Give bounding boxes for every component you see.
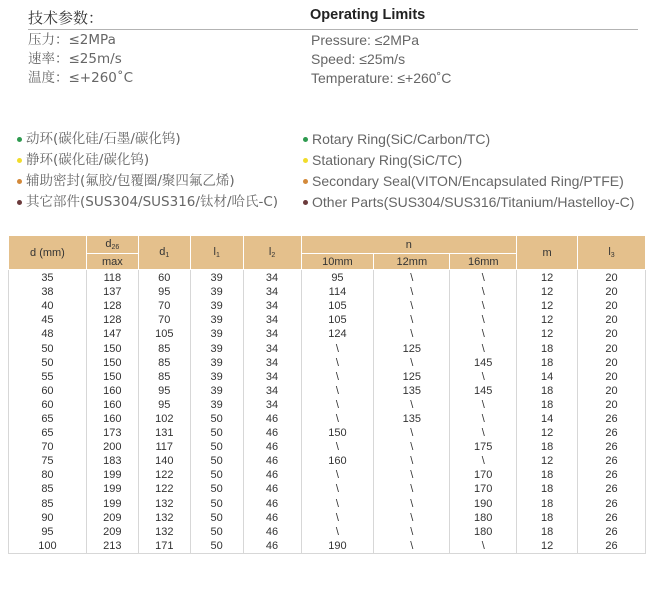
table-cell: 150: [301, 426, 374, 440]
table-cell: 85: [138, 341, 190, 355]
table-cell: \: [450, 370, 517, 384]
table-cell: 39: [190, 398, 243, 412]
material-label: 动环(碳化硅/石墨/碳化钨): [26, 131, 181, 147]
col-header-d1: [138, 236, 190, 270]
table-cell: 20: [578, 370, 646, 384]
table-cell: \: [450, 341, 517, 355]
table-cell: 12: [517, 426, 578, 440]
table-cell: \: [450, 398, 517, 412]
col-header-l2: [243, 236, 301, 270]
table-cell: \: [450, 299, 517, 313]
table-cell: 95: [9, 525, 87, 539]
dimension-table: [8, 235, 646, 554]
table-cell: 20: [578, 285, 646, 299]
table-cell: 46: [243, 497, 301, 511]
table-row: [9, 313, 646, 327]
table-cell: 20: [578, 384, 646, 398]
table-cell: 60: [138, 270, 190, 286]
table-cell: 171: [138, 539, 190, 554]
table-cell: 34: [243, 285, 301, 299]
table-cell: 150: [86, 341, 138, 355]
table-cell: 39: [190, 370, 243, 384]
table-cell: 50: [190, 511, 243, 525]
table-cell: \: [374, 426, 450, 440]
table-cell: 175: [450, 440, 517, 454]
bullet-dot-icon: [17, 179, 22, 184]
table-cell: 18: [517, 468, 578, 482]
table-cell: \: [374, 327, 450, 341]
table-cell: 125: [374, 370, 450, 384]
table-cell: 50: [190, 525, 243, 539]
d26-sub: 26: [111, 244, 120, 251]
table-cell: 34: [243, 370, 301, 384]
table-cell: 199: [86, 468, 138, 482]
table-cell: 90: [9, 511, 87, 525]
table-cell: 26: [578, 525, 646, 539]
table-cell: 50: [190, 468, 243, 482]
table-cell: 50: [9, 356, 87, 370]
material-label: 静环(碳化硅/碳化钨): [26, 152, 150, 168]
table-cell: \: [374, 525, 450, 539]
table-cell: 39: [190, 341, 243, 355]
table-cell: 145: [450, 356, 517, 370]
table-cell: 12: [517, 539, 578, 554]
table-cell: 18: [517, 440, 578, 454]
table-cell: 50: [190, 482, 243, 496]
table-cell: 39: [190, 313, 243, 327]
l2-sub: 2: [271, 252, 276, 259]
table-cell: 39: [190, 327, 243, 341]
table-cell: 209: [86, 511, 138, 525]
table-cell: 39: [190, 356, 243, 370]
table-cell: 199: [86, 482, 138, 496]
table-cell: \: [450, 426, 517, 440]
materials-list-en: [303, 129, 634, 213]
table-cell: 46: [243, 412, 301, 426]
bullet-dot-icon: [303, 200, 308, 205]
table-cell: 60: [9, 398, 87, 412]
table-cell: 105: [301, 313, 374, 327]
table-cell: 34: [243, 341, 301, 355]
table-cell: 199: [86, 497, 138, 511]
material-label: Rotary Ring(SiC/Carbon/TC): [312, 131, 491, 147]
table-cell: 122: [138, 468, 190, 482]
table-row: [9, 370, 646, 384]
limits-title-cn: 技术参数：: [28, 9, 104, 27]
table-cell: \: [450, 327, 517, 341]
table-cell: 65: [9, 426, 87, 440]
table-cell: 200: [86, 440, 138, 454]
table-cell: 132: [138, 525, 190, 539]
material-item: [17, 192, 278, 213]
table-cell: 114: [301, 285, 374, 299]
material-item: [17, 129, 278, 150]
table-cell: 45: [9, 313, 87, 327]
table-cell: 26: [578, 412, 646, 426]
table-cell: 50: [190, 412, 243, 426]
table-cell: 213: [86, 539, 138, 554]
table-row: [9, 327, 646, 341]
table-cell: \: [374, 313, 450, 327]
table-cell: 20: [578, 299, 646, 313]
table-cell: 50: [190, 426, 243, 440]
table-cell: 26: [578, 511, 646, 525]
table-cell: 50: [190, 440, 243, 454]
table-row: [9, 426, 646, 440]
col-header-m: m: [517, 236, 578, 270]
table-cell: 105: [301, 299, 374, 313]
table-cell: 34: [243, 270, 301, 286]
table-cell: 160: [86, 384, 138, 398]
table-cell: \: [301, 412, 374, 426]
table-cell: \: [374, 299, 450, 313]
limit-pressure-en: Pressure: ≤2MPa: [311, 32, 420, 48]
table-cell: 34: [243, 398, 301, 412]
bullet-dot-icon: [17, 200, 22, 205]
table-row: [9, 341, 646, 355]
table-cell: 160: [86, 398, 138, 412]
table-cell: 26: [578, 454, 646, 468]
limits-list-en: [311, 31, 451, 88]
table-cell: 75: [9, 454, 87, 468]
table-cell: \: [301, 525, 374, 539]
table-cell: 160: [86, 412, 138, 426]
table-cell: 173: [86, 426, 138, 440]
table-row: [9, 440, 646, 454]
table-cell: 150: [86, 356, 138, 370]
table-cell: 12: [517, 454, 578, 468]
table-cell: 18: [517, 356, 578, 370]
table-cell: 34: [243, 313, 301, 327]
table-cell: \: [301, 370, 374, 384]
table-cell: 80: [9, 468, 87, 482]
table-cell: 128: [86, 313, 138, 327]
table-cell: 70: [138, 299, 190, 313]
table-row: [9, 299, 646, 313]
table-cell: 147: [86, 327, 138, 341]
table-cell: 26: [578, 426, 646, 440]
table-cell: 95: [138, 398, 190, 412]
table-cell: 135: [374, 384, 450, 398]
table-cell: 50: [9, 341, 87, 355]
table-row: [9, 497, 646, 511]
table-cell: 105: [138, 327, 190, 341]
bullet-dot-icon: [303, 137, 308, 142]
material-label: 辅助密封(氟胶/包覆圈/聚四氟乙烯): [26, 173, 235, 189]
table-cell: 95: [138, 384, 190, 398]
table-cell: 85: [138, 370, 190, 384]
table-cell: 95: [138, 285, 190, 299]
table-cell: 85: [9, 482, 87, 496]
material-item: [17, 171, 278, 192]
l3-main: l: [608, 246, 611, 258]
d1-main: d: [159, 246, 166, 258]
table-cell: \: [374, 440, 450, 454]
col-header-l1: [190, 236, 243, 270]
table-cell: \: [450, 539, 517, 554]
table-cell: \: [374, 356, 450, 370]
limit-pressure-cn: 压力：≤2MPa: [28, 32, 116, 48]
bullet-dot-icon: [17, 137, 22, 142]
table-cell: 34: [243, 356, 301, 370]
table-cell: 18: [517, 398, 578, 412]
table-cell: 12: [517, 299, 578, 313]
table-row: [9, 285, 646, 299]
table-cell: 132: [138, 497, 190, 511]
table-row: [9, 454, 646, 468]
table-cell: 20: [578, 356, 646, 370]
table-cell: 34: [243, 327, 301, 341]
table-body: [9, 270, 646, 554]
limits-list-cn: [28, 31, 133, 88]
table-cell: 35: [9, 270, 87, 286]
table-cell: \: [374, 497, 450, 511]
table-cell: 26: [578, 497, 646, 511]
table-cell: \: [301, 356, 374, 370]
table-cell: 145: [450, 384, 517, 398]
table-cell: 18: [517, 482, 578, 496]
limit-speed-cn: 速率：≤25m/s: [28, 51, 122, 67]
materials-list-cn: [17, 129, 278, 213]
table-cell: 20: [578, 341, 646, 355]
table-cell: 46: [243, 482, 301, 496]
table-cell: 48: [9, 327, 87, 341]
table-row: [9, 412, 646, 426]
col-header-d26-max: max: [86, 254, 138, 270]
table-cell: 34: [243, 384, 301, 398]
table-cell: 18: [517, 341, 578, 355]
table-cell: 20: [578, 327, 646, 341]
table-cell: 18: [517, 497, 578, 511]
table-cell: 180: [450, 525, 517, 539]
table-cell: 131: [138, 426, 190, 440]
table-cell: \: [374, 539, 450, 554]
l2-main: l: [268, 246, 272, 258]
title-divider: [28, 29, 638, 30]
table-cell: 102: [138, 412, 190, 426]
limit-temperature-en: Temperature: ≤+260˚C: [311, 70, 452, 86]
bullet-dot-icon: [17, 158, 22, 163]
table-cell: 70: [138, 313, 190, 327]
table-cell: 14: [517, 370, 578, 384]
table-cell: \: [450, 454, 517, 468]
table-cell: 128: [86, 299, 138, 313]
table-cell: 26: [578, 539, 646, 554]
table-cell: 20: [578, 313, 646, 327]
table-cell: 132: [138, 511, 190, 525]
l1-sub: 1: [215, 252, 220, 259]
table-cell: \: [301, 398, 374, 412]
table-cell: 12: [517, 270, 578, 286]
table-cell: 95: [301, 270, 374, 286]
table-cell: \: [450, 412, 517, 426]
material-item: [17, 150, 278, 171]
table-cell: 46: [243, 426, 301, 440]
table-cell: 50: [190, 497, 243, 511]
table-row: [9, 468, 646, 482]
table-cell: 65: [9, 412, 87, 426]
table-cell: \: [450, 313, 517, 327]
col-header-d: d (mm): [9, 236, 87, 270]
table-cell: 170: [450, 468, 517, 482]
table-cell: 125: [374, 341, 450, 355]
table-cell: 135: [374, 412, 450, 426]
table-cell: 190: [301, 539, 374, 554]
table-cell: 39: [190, 270, 243, 286]
table-cell: 20: [578, 270, 646, 286]
table-cell: 12: [517, 327, 578, 341]
table-cell: \: [301, 511, 374, 525]
bullet-dot-icon: [303, 179, 308, 184]
table-cell: \: [450, 270, 517, 286]
table-cell: 190: [450, 497, 517, 511]
table-cell: 70: [9, 440, 87, 454]
table-cell: 60: [9, 384, 87, 398]
col-header-n-10: 10mm: [301, 254, 374, 270]
table-row: [9, 525, 646, 539]
table-row: [9, 511, 646, 525]
table-row: [9, 398, 646, 412]
table-cell: \: [301, 440, 374, 454]
col-header-n-12: 12mm: [374, 254, 450, 270]
table-cell: 170: [450, 482, 517, 496]
table-cell: 26: [578, 482, 646, 496]
table-row: [9, 270, 646, 286]
table-cell: 180: [450, 511, 517, 525]
material-item: [303, 150, 634, 171]
table-cell: 46: [243, 539, 301, 554]
table-cell: \: [374, 468, 450, 482]
col-header-l3: [578, 236, 646, 270]
table-cell: 34: [243, 299, 301, 313]
table-cell: 209: [86, 525, 138, 539]
table-cell: 18: [517, 525, 578, 539]
table-row: [9, 482, 646, 496]
col-header-n-16: 16mm: [450, 254, 517, 270]
material-item: [303, 129, 634, 150]
table-cell: 14: [517, 412, 578, 426]
table-cell: 100: [9, 539, 87, 554]
table-cell: \: [450, 285, 517, 299]
table-cell: \: [301, 482, 374, 496]
l1-main: l: [213, 246, 216, 258]
material-label: Secondary Seal(VITON/Encapsulated Ring/PTFE): [312, 173, 624, 189]
table-cell: \: [374, 511, 450, 525]
limit-temperature-cn: 温度：≤+260˚C: [28, 70, 134, 86]
l3-sub: 3: [610, 252, 615, 259]
table-cell: \: [374, 454, 450, 468]
table-cell: 137: [86, 285, 138, 299]
table-cell: 40: [9, 299, 87, 313]
material-label: 其它部件(SUS304/SUS316/钛材/哈氏-C): [26, 194, 279, 210]
limits-title-en: Operating Limits: [310, 7, 426, 23]
table-cell: 55: [9, 370, 87, 384]
material-item: [303, 171, 634, 192]
col-header-d26: [86, 236, 138, 254]
table-cell: \: [301, 341, 374, 355]
table-cell: 85: [9, 497, 87, 511]
table-cell: 39: [190, 299, 243, 313]
table-row: [9, 539, 646, 554]
material-item: [303, 192, 634, 213]
table-cell: \: [374, 270, 450, 286]
table-cell: 18: [517, 384, 578, 398]
table-row: [9, 384, 646, 398]
d1-sub: 1: [165, 252, 170, 259]
table-cell: 50: [190, 454, 243, 468]
table-cell: 39: [190, 384, 243, 398]
table-cell: 124: [301, 327, 374, 341]
material-label: Stationary Ring(SiC/TC): [312, 152, 463, 168]
table-cell: 39: [190, 285, 243, 299]
table-cell: \: [374, 398, 450, 412]
d26-main: d: [105, 238, 112, 250]
table-cell: 46: [243, 525, 301, 539]
table-cell: 85: [138, 356, 190, 370]
table-cell: 46: [243, 468, 301, 482]
table-cell: 140: [138, 454, 190, 468]
table-cell: 20: [578, 398, 646, 412]
table-cell: 46: [243, 454, 301, 468]
table-cell: 46: [243, 511, 301, 525]
col-header-n: n: [301, 236, 517, 254]
table-cell: 160: [301, 454, 374, 468]
table-cell: 26: [578, 440, 646, 454]
table-cell: \: [374, 482, 450, 496]
table-cell: 38: [9, 285, 87, 299]
limit-speed-en: Speed: ≤25m/s: [311, 51, 406, 67]
table-cell: 18: [517, 511, 578, 525]
table-cell: \: [301, 497, 374, 511]
table-cell: 50: [190, 539, 243, 554]
table-cell: 46: [243, 440, 301, 454]
table-cell: 118: [86, 270, 138, 286]
table-cell: 26: [578, 468, 646, 482]
table-cell: 150: [86, 370, 138, 384]
table-row: [9, 356, 646, 370]
table-cell: 117: [138, 440, 190, 454]
table-cell: 12: [517, 285, 578, 299]
table-cell: 183: [86, 454, 138, 468]
table-cell: 12: [517, 313, 578, 327]
bullet-dot-icon: [303, 158, 308, 163]
table-cell: \: [374, 285, 450, 299]
material-label: Other Parts(SUS304/SUS316/Titanium/Hastelloy-C): [312, 194, 635, 210]
table-cell: \: [301, 468, 374, 482]
table-cell: 122: [138, 482, 190, 496]
table-cell: \: [301, 384, 374, 398]
